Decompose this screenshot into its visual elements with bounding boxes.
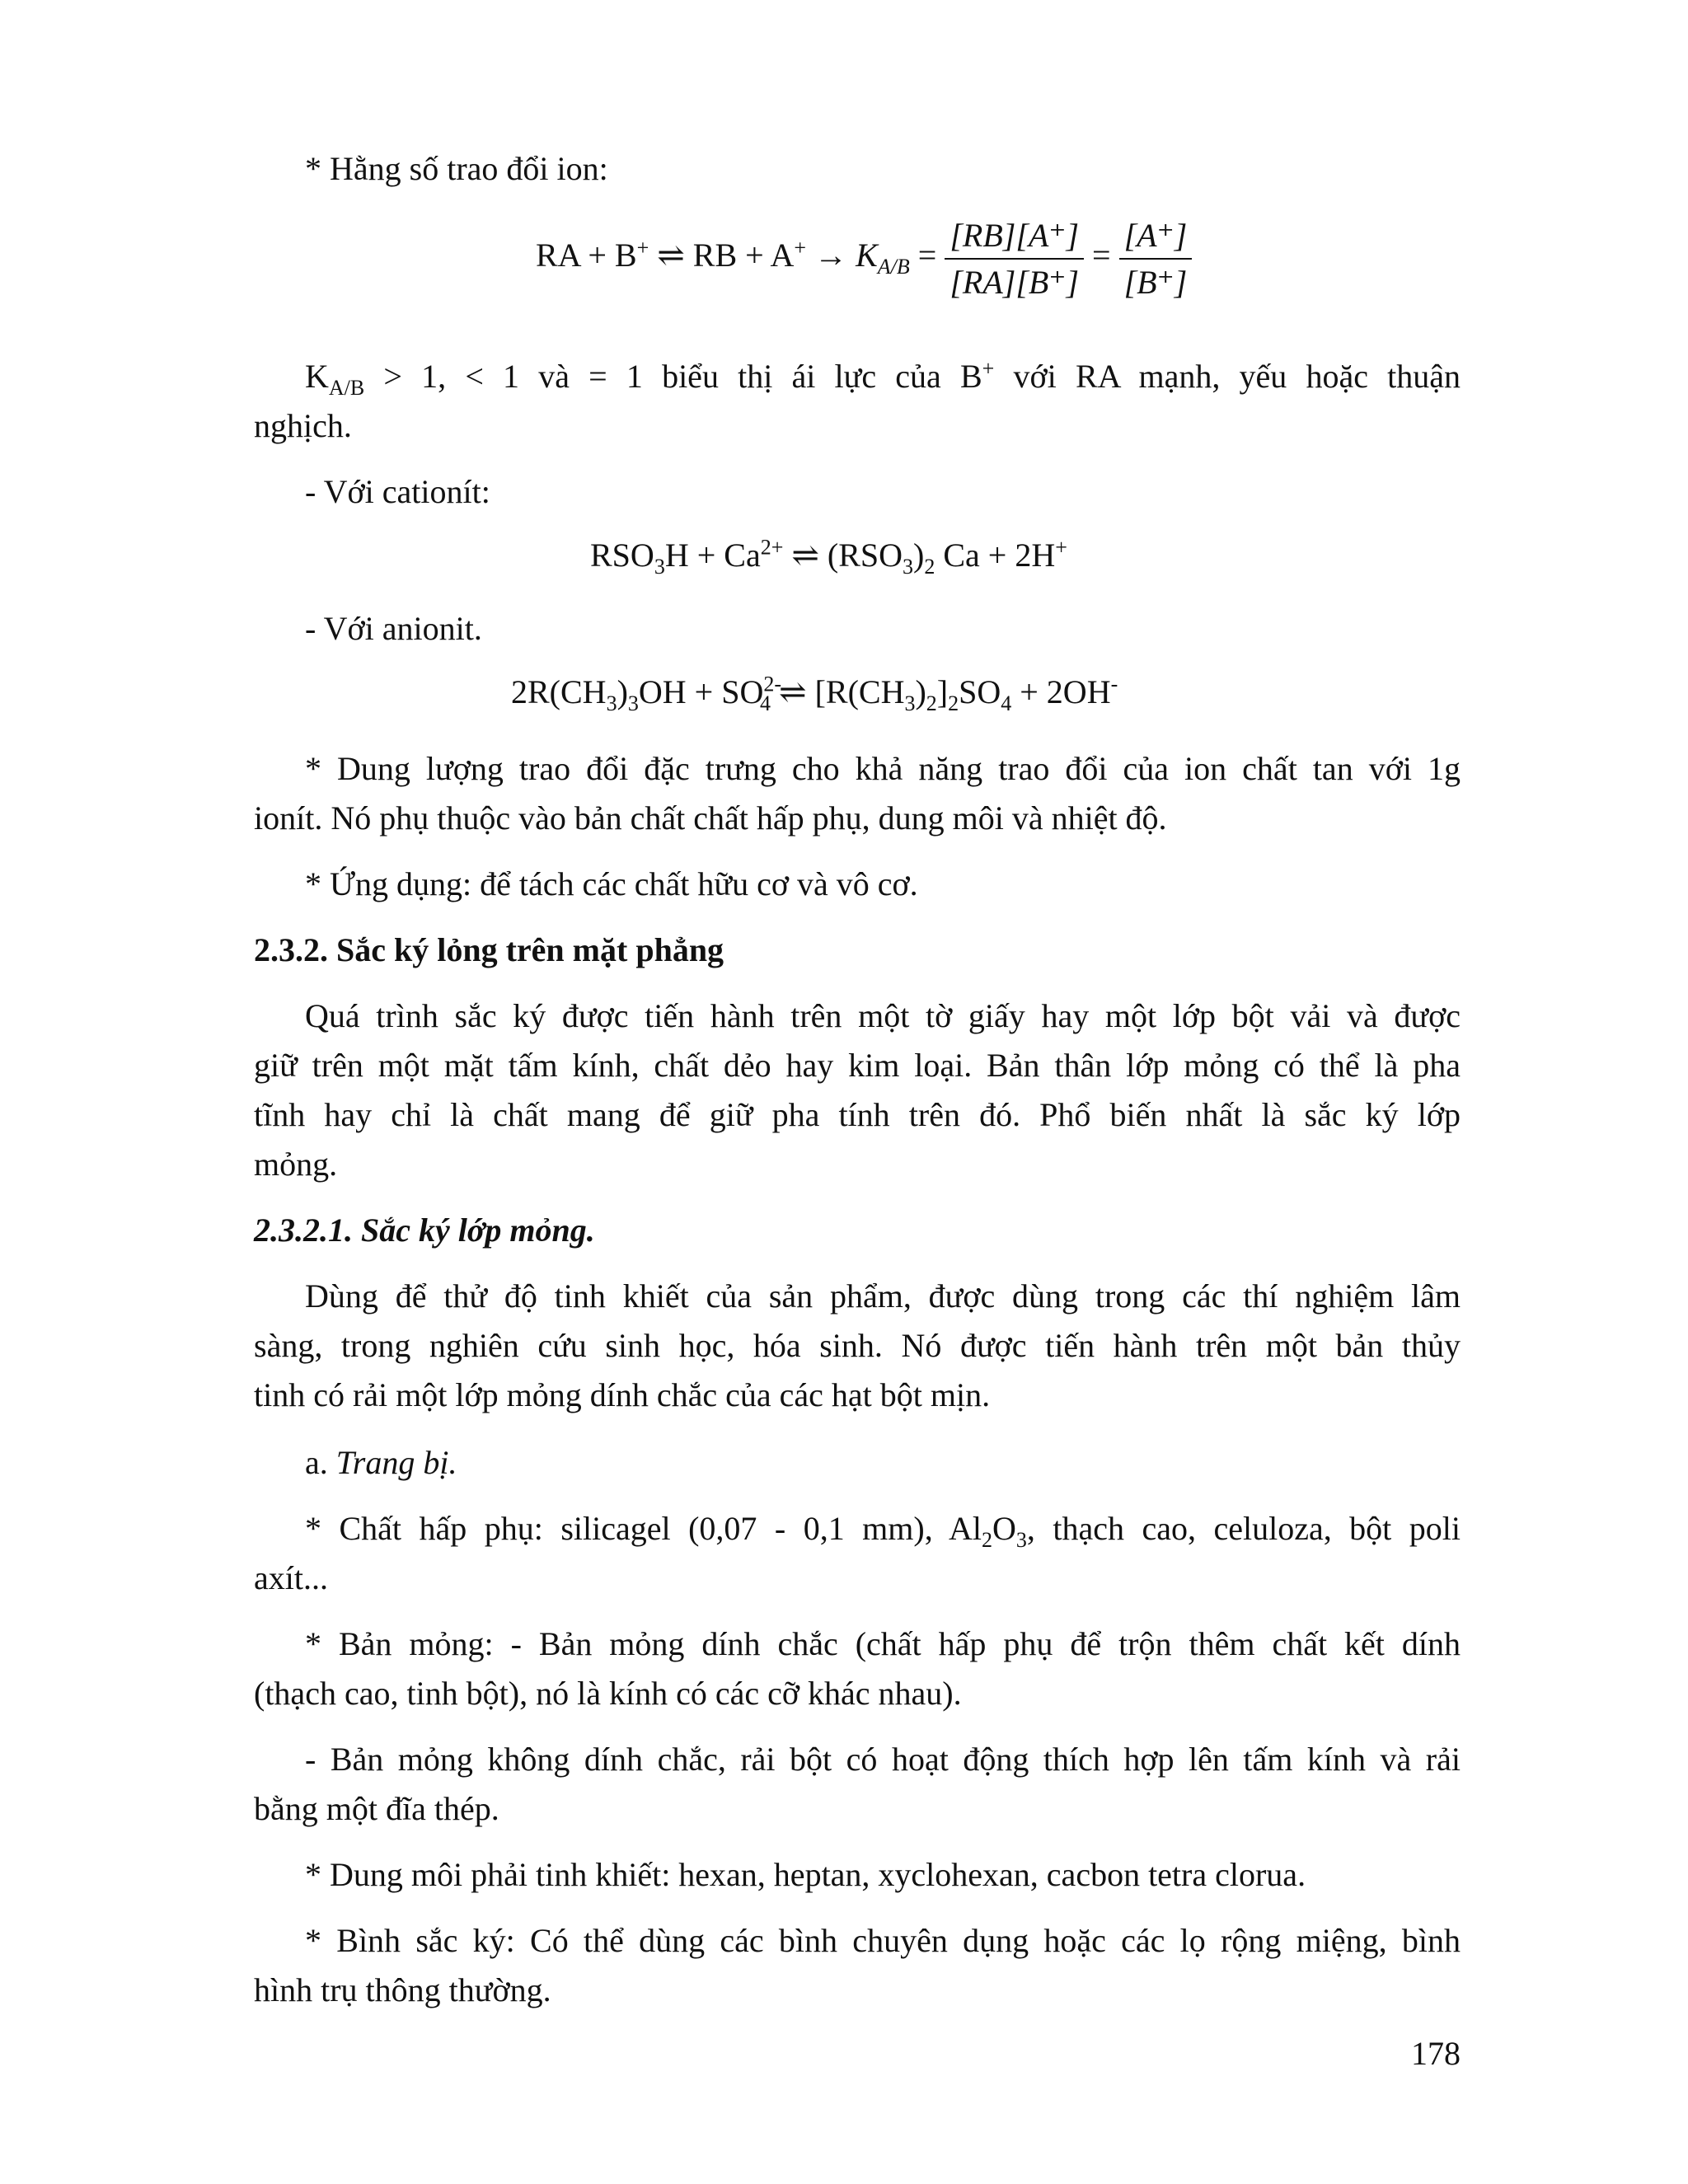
paragraph-tlc-line3: tinh có rải một lớp mỏng dính chắc của các hạt bột mịn. [254,1376,991,1413]
equation-cationite [590,535,1067,579]
eq2-e: Ca + 2H [935,537,1056,574]
eq3-f-sub: 2 [948,691,959,715]
paragraph-loose-plate-line2: bằng một đĩa thép. [254,1790,499,1827]
heading-2-3-2: 2.3.2. Sắc ký lỏng trên mặt phẳng [254,931,724,968]
kab-rest: với RA mạnh, yếu hoặc thuận [994,358,1461,395]
eq2-d: ) [913,537,925,574]
eq3-e-sub: 2 [926,691,937,715]
adsorbent-c: , thạch cao, celuloza, bột poli [1026,1510,1461,1547]
eq3-h: + 2OH [1011,673,1111,710]
eq2-e-sup: + [1055,535,1067,560]
kab-sup: + [982,356,995,381]
paragraph-tlc-line2: sàng, trong nghiên cứu sinh học, hóa sinh. Nó được tiến hành trên một bản thủy [254,1327,1461,1364]
equipment-label: Trang bị. [335,1444,457,1481]
eq2-d-sub: 2 [924,555,935,579]
eq1-eq2: = [1092,237,1111,274]
paragraph-capacity-line1: * Dung lượng trao đổi đặc trưng cho khả năng trao đổi của ion chất tan với 1g [305,750,1461,787]
paragraph-kab-line1 [305,353,1461,401]
paragraph-planar-line4: mỏng. [254,1146,338,1183]
eq3-c-sup: 2- [763,672,782,696]
eq3-d-sub: 3 [904,691,916,715]
eq3-a-sub: 3 [606,691,617,715]
eq3-f: ] [936,673,949,710]
paragraph-equipment [305,1439,457,1487]
paragraph-anionite: - Với anionit. [305,610,482,647]
paragraph-chamber-line1: * Bình sắc ký: Có thể dùng các bình chuyên dụng hoặc các lọ rộng miệng, bình [305,1922,1461,1959]
eq3-g: SO [959,673,1001,710]
eq3-c-sub: 4 [760,691,771,715]
eq3-e: ) [915,673,926,710]
kab-k: K [305,358,329,395]
paragraph-solvent: * Dung môi phải tinh khiết: hexan, heptan, xyclohexan, cacbon tetra clorua. [305,1856,1306,1893]
paragraph-planar-line2: giữ trên một mặt tấm kính, chất dẻo hay kim loại. Bản thân lớp mỏng có thể là pha [254,1047,1461,1084]
paragraph-cationite: - Với cationít: [305,473,490,510]
eq3-h-sup: - [1110,672,1118,696]
page-number: 178 [1411,2035,1461,2072]
eq1-frac1-den: [RA][B⁺] [950,264,1080,301]
paragraph-planar-line1: Quá trình sắc ký được tiến hành trên một tờ giấy hay một lớp bột vải và được [305,997,1461,1034]
eq1-rhs: RB + A [692,237,795,274]
paragraph-loose-plate-line1: - Bản mỏng không dính chắc, rải bột có hoạt động thích hợp lên tấm kính và rải [305,1741,1461,1778]
paragraph-adsorbent-line1 [305,1505,1461,1553]
eq1-k-sub: A/B [877,255,910,279]
adsorbent-a-sub: 2 [982,1528,992,1552]
eq1-frac2-den: [B⁺] [1123,264,1188,301]
eq1-frac2-num: [A⁺] [1119,216,1193,260]
eq3-c: OH + SO [638,673,764,710]
paragraph-plate-line1: * Bản mỏng: - Bản mỏng dính chắc (chất hấp phụ để trộn thêm chất kết dính [305,1625,1461,1662]
paragraph-plate-line2: (thạch cao, tinh bột), nó là kính có các cỡ khác nhau). [254,1675,962,1712]
equation-anionite [511,672,1118,715]
kab-mid: > 1, < 1 và = 1 biểu thị ái lực của B [364,358,982,395]
paragraph-adsorbent-line2: axít... [254,1559,328,1596]
kab-sub: A/B [328,376,365,400]
paragraph-application: * Ứng dụng: để tách các chất hữu cơ và vô cơ. [305,865,918,902]
adsorbent-b: O [992,1510,1016,1547]
eq1-fraction-2 [1119,216,1193,302]
paragraph-planar-line3: tĩnh hay chỉ là chất mang để giữ pha tính trên đó. Phổ biến nhất là sắc ký lớp [254,1096,1461,1133]
paragraph-capacity-line2: ionít. Nó phụ thuộc vào bản chất chất hấp phụ, dung môi và nhiệt độ. [254,799,1167,837]
eq1-lhs: RA + B [536,237,637,274]
adsorbent-b-sub: 3 [1015,1528,1027,1552]
eq1-fraction-1 [945,216,1084,302]
eq2-c: (RSO [827,537,903,574]
eq2-c-sub: 3 [903,555,914,579]
paragraph-chamber-line2: hình trụ thông thường. [254,1971,551,2008]
heading-2-3-2-1: 2.3.2.1. Sắc ký lớp mỏng. [254,1212,595,1249]
eq2-b-sup: 2+ [760,535,784,560]
eq1-frac1-num: [RB][A⁺] [945,216,1084,260]
eq3-g-sub: 4 [1001,691,1012,715]
eq3-a: 2R(CH [511,673,607,710]
eq1-then-arrow: → [814,237,848,274]
paragraph-ion-exchange-constant: * Hằng số trao đổi ion: [305,150,608,187]
eq1-k: K [856,237,878,274]
eq3-d: [R(CH [814,673,905,710]
eq1-arrow: ⇌ [657,237,685,274]
equation-ion-exchange [536,216,1192,302]
eq1-sup: + [636,235,649,260]
eq3-b-sub: 3 [627,691,639,715]
paragraph-kab-line2: nghịch. [254,407,352,444]
adsorbent-a: * Chất hấp phụ: silicagel (0,07 - 0,1 mm), Al [305,1510,982,1547]
eq2-a: RSO [590,537,654,574]
eq1-sup2: + [794,235,807,260]
paragraph-tlc-line1: Dùng để thử độ tinh khiết của sản phẩm, được dùng trong các thí nghiệm lâm [305,1277,1461,1315]
eq1-eq: = [917,237,937,274]
eq3-arrow: ⇌ [779,673,807,710]
eq2-b: H + Ca [664,537,761,574]
eq2-a-sub: 3 [654,555,665,579]
equipment-prefix: a. [305,1444,336,1481]
eq3-b: ) [617,673,628,710]
eq2-arrow: ⇌ [791,537,819,574]
